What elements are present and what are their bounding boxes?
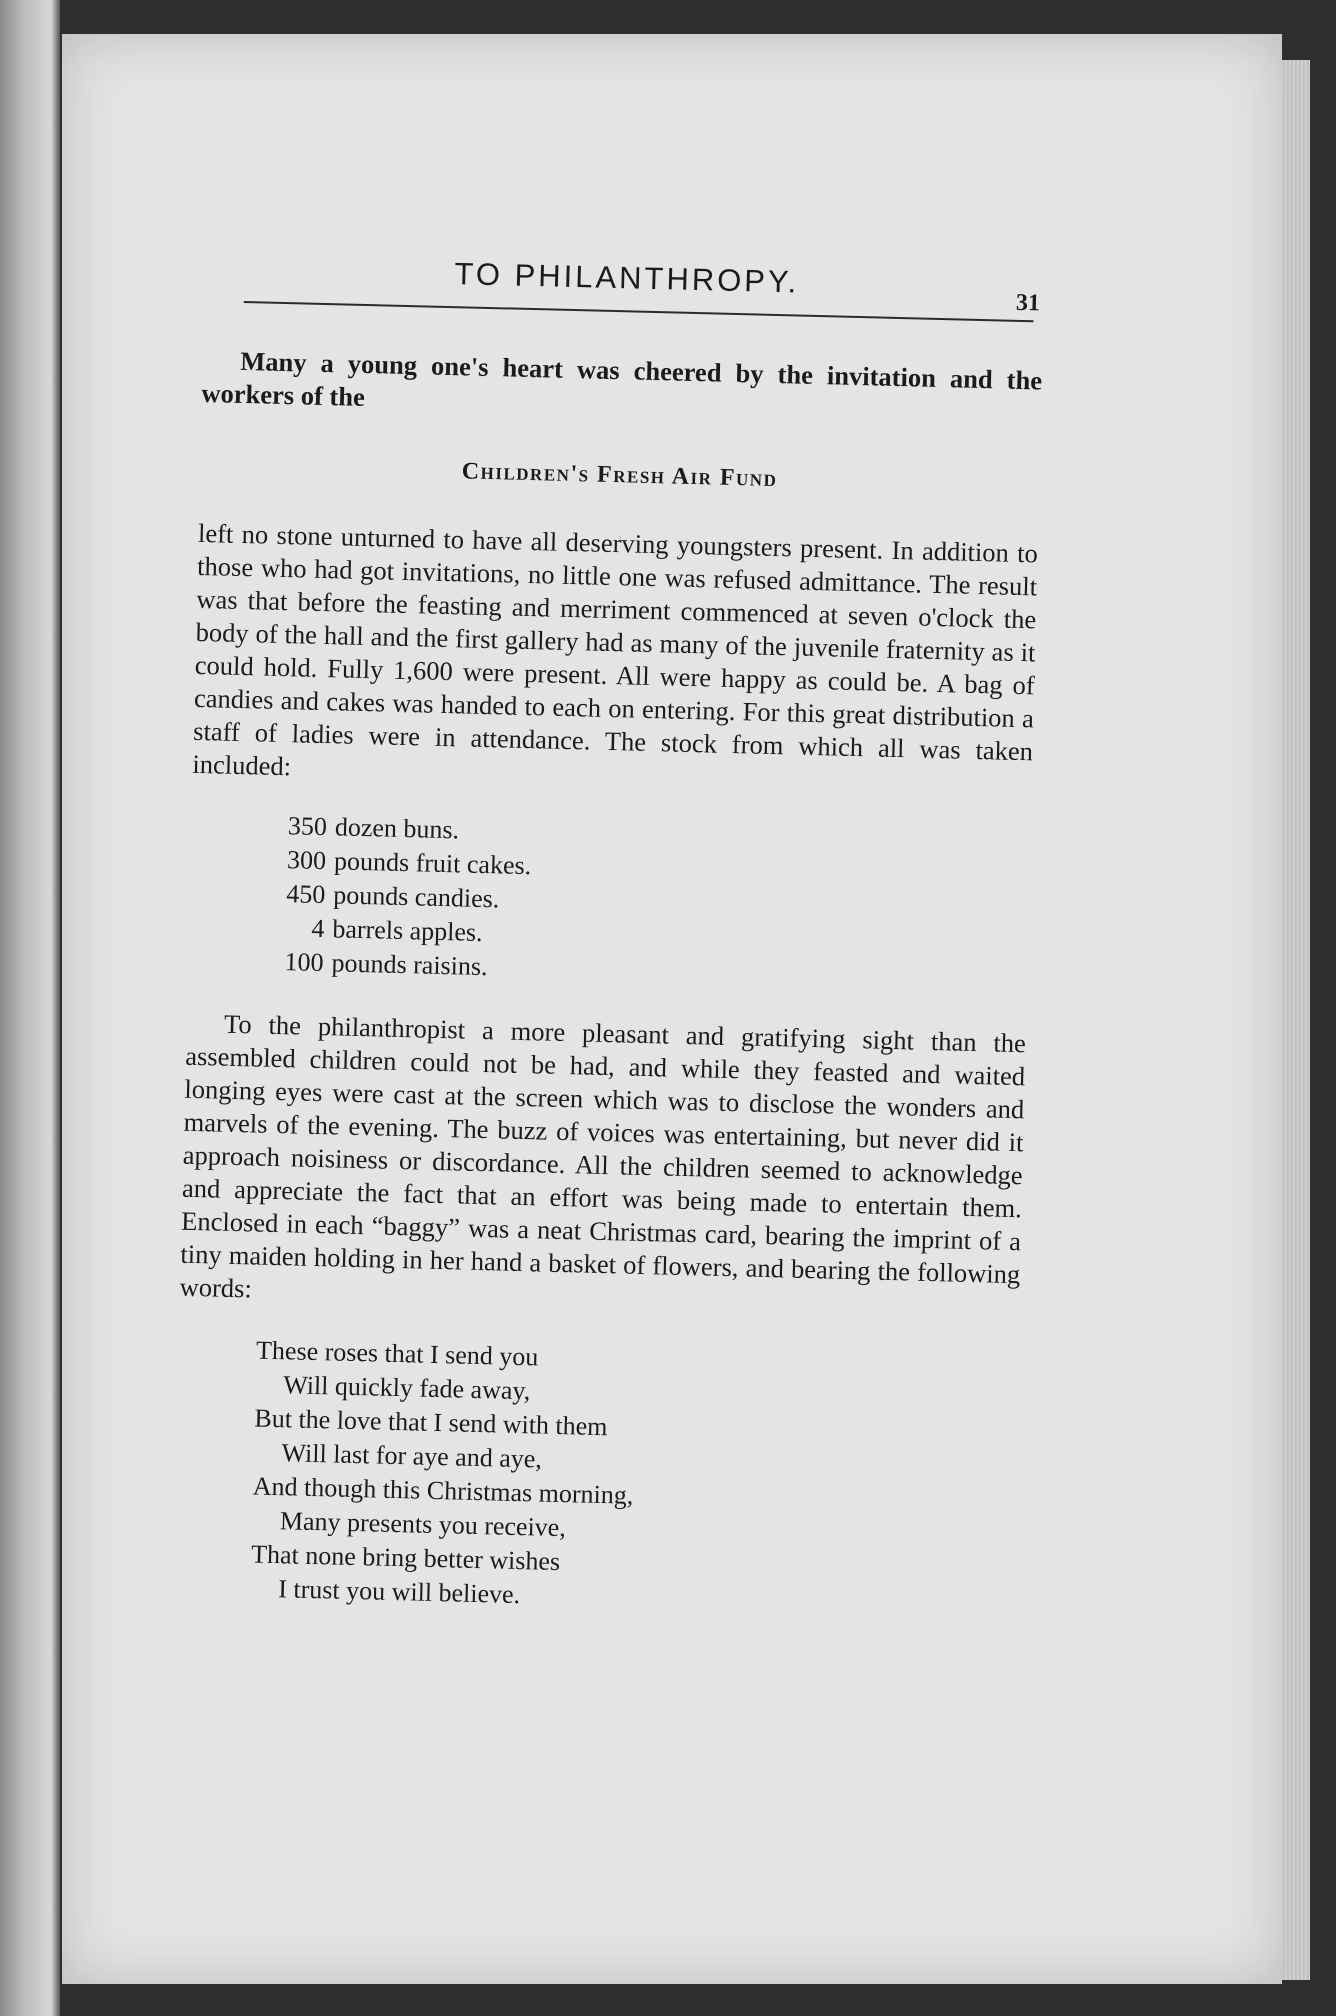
poem-line: These roses that I send you — [255, 1335, 539, 1372]
section-heading: Children's Fresh Air Fund — [461, 458, 778, 493]
list-item-label: dozen buns. — [334, 812, 460, 845]
poem-line: But the love that I send with them — [254, 1403, 608, 1442]
poem-line: Will last for aye and aye, — [281, 1438, 543, 1474]
list-item-qty: 350 — [287, 811, 328, 842]
list-item-qty: 450 — [285, 879, 326, 910]
poem-line: And though this Christmas morning, — [252, 1471, 634, 1510]
list-item-label: barrels apples. — [332, 914, 483, 947]
paragraph-1: left no stone unturned to have all deserving youngsters present. In addition to those who had got invitations, no little one was refused admittance. The result was that before the feasting and merriment commenced at seven o'clock the body of the hall and the first gallery had as many of the juvenile fraternity as it could hold. Fully 1,600 were present. All were happy as could be. A bag of candies and cakes was handed to each on entering. For this great distribution a staff of ladies were in attendance. The stock from which all was taken included: — [192, 517, 1039, 782]
page-number: 31 — [1015, 289, 1041, 317]
list-item-qty: 100 — [284, 947, 324, 978]
list-item-label: pounds fruit cakes. — [333, 846, 532, 881]
page-stack-edge — [1282, 60, 1310, 1980]
poem-line: That none bring better wishes — [250, 1539, 561, 1577]
poem-line: Will quickly fade away, — [282, 1370, 531, 1406]
paragraph-2: To the philanthropist a more pleasant and gratifying sight than the assembled children could not be had, and while they feasted and waited longing eyes were cast at the screen which was to disclose the wonders and marvels of the evening. The buzz of voices was entertaining, but never did it approach noisiness or discordance. All the children seemed to acknowledge and appreciate the fact that an effort was being made to entertain them. Enclosed in each “baggy” was a neat Christmas card, bearing the imprint of a tiny maiden holding in her hand a basket of flowers, and bearing the following words: — [179, 1008, 1027, 1304]
text-block — [172, 250, 1045, 1624]
list-item-label: pounds candies. — [332, 880, 500, 914]
list-item-qty: 300 — [286, 845, 327, 876]
poem-line: Many presents you receive, — [279, 1506, 567, 1543]
poem — [250, 1334, 1018, 1625]
intro-paragraph: Many a young one's heart was cheered by the invitation and the workers of the — [201, 345, 1043, 412]
list-item-label: pounds raisins. — [331, 948, 488, 982]
left-page-edge — [0, 0, 60, 2016]
stock-list — [265, 809, 1031, 998]
list-item-qty: 4 — [311, 913, 325, 944]
running-title: TO PHILANTHROPY. — [454, 256, 800, 300]
poem-line: I trust you will believe. — [277, 1574, 521, 1610]
